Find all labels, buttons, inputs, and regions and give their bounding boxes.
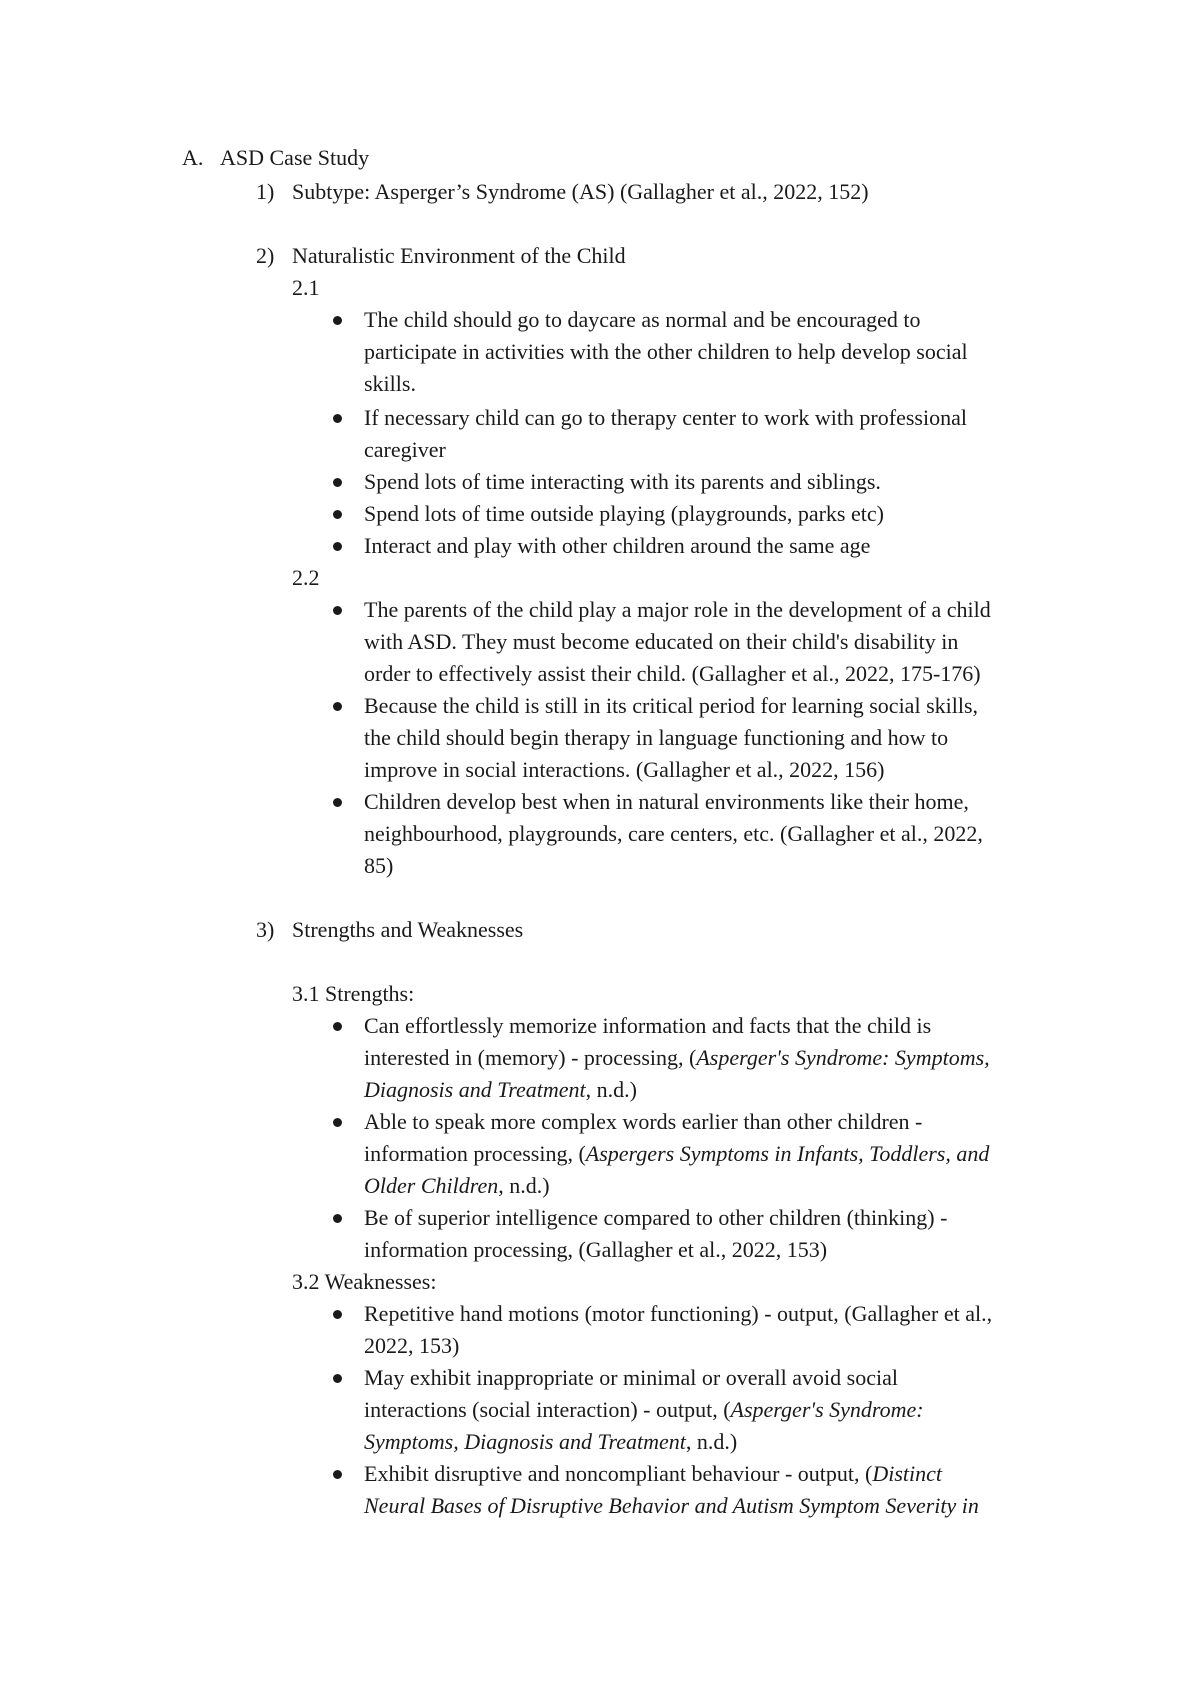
list-item-line: participate in activities with the other children to help develop social	[364, 339, 968, 364]
list-item-line: Children develop best when in natural environments like their home,	[364, 789, 969, 814]
bullet-icon	[333, 316, 342, 325]
list-item-text: interested in (memory) - processing, (	[364, 1045, 697, 1070]
list-item-line: information processing, (Gallagher et al., 2022, 153)	[364, 1237, 828, 1262]
list-item-line: May exhibit inappropriate or minimal or overall avoid social	[364, 1365, 898, 1390]
list-item-line: Able to speak more complex words earlier than other children -	[364, 1109, 923, 1134]
section-marker: A.	[182, 145, 204, 170]
item-3-text: Strengths and Weaknesses	[292, 917, 524, 942]
item-3-marker: 3)	[256, 917, 275, 942]
list-item-line: 85)	[364, 853, 394, 878]
bullet-icon	[333, 1470, 342, 1479]
item-2-marker: 2)	[256, 243, 275, 268]
list-item-line: caregiver	[364, 437, 446, 462]
citation-title: Symptoms, Diagnosis and Treatment	[364, 1429, 686, 1454]
citation-title: Asperger's Syndrome:	[730, 1397, 924, 1422]
bullet-icon	[333, 542, 342, 551]
list-item-text: , n.d.)	[585, 1077, 637, 1102]
subsection-2-1-label: 2.1	[292, 275, 320, 300]
list-item-line: Because the child is still in its critical period for learning social skills,	[364, 693, 979, 718]
list-item-text: , n.d.)	[498, 1173, 550, 1198]
weaknesses-label: 3.2 Weaknesses:	[292, 1269, 437, 1294]
list-item-line: improve in social interactions. (Gallagher et al., 2022, 156)	[364, 757, 885, 782]
list-item-line: Can effortlessly memorize information and facts that the child is	[364, 1013, 932, 1038]
bullet-icon	[333, 414, 342, 423]
bullet-icon	[333, 606, 342, 615]
list-item-text: information processing, (	[364, 1141, 586, 1166]
bullet-icon	[333, 478, 342, 487]
list-item-line: 2022, 153)	[364, 1333, 460, 1358]
bullet-icon	[333, 510, 342, 519]
list-item-line: neighbourhood, playgrounds, care centers, etc. (Gallagher et al., 2022,	[364, 821, 983, 846]
item-2-text: Naturalistic Environment of the Child	[292, 243, 626, 268]
list-item-line	[364, 1170, 550, 1202]
bullet-icon	[333, 702, 342, 711]
list-item-line: Be of superior intelligence compared to other children (thinking) -	[364, 1205, 948, 1230]
item-1-marker: 1)	[256, 179, 275, 204]
bullet-icon	[333, 1118, 342, 1127]
list-item-line: the child should begin therapy in language functioning and how to	[364, 725, 949, 750]
list-item-line: Spend lots of time outside playing (playgrounds, parks etc)	[364, 501, 884, 526]
bullet-icon	[333, 798, 342, 807]
citation-title: Asperger's Syndrome: Symptoms,	[696, 1045, 990, 1070]
list-item-line: Interact and play with other children around the same age	[364, 533, 871, 558]
bullet-icon	[333, 1374, 342, 1383]
list-item-line: order to effectively assist their child. (Gallagher et al., 2022, 175-176)	[364, 661, 981, 686]
list-item-line	[364, 1074, 637, 1106]
list-item-line	[364, 1138, 989, 1170]
list-item-line	[364, 1490, 979, 1522]
list-item-line: skills.	[364, 371, 416, 396]
list-item-line: The parents of the child play a major role in the development of a child	[364, 597, 991, 622]
list-item-line: Repetitive hand motions (motor functioning) - output, (Gallagher et al.,	[364, 1301, 993, 1326]
item-1-text: Subtype: Asperger’s Syndrome (AS) (Gallagher et al., 2022, 152)	[292, 179, 869, 204]
list-item-line: with ASD. They must become educated on their child's disability in	[364, 629, 959, 654]
citation-title: Distinct	[872, 1461, 943, 1486]
list-item-text: interactions (social interaction) - output, (	[364, 1397, 731, 1422]
list-item-line	[364, 1394, 924, 1426]
list-item-line: The child should go to daycare as normal and be encouraged to	[364, 307, 921, 332]
bullet-icon	[333, 1022, 342, 1031]
list-item-line: Spend lots of time interacting with its parents and siblings.	[364, 469, 881, 494]
list-item-text: Exhibit disruptive and noncompliant behaviour - output, (	[364, 1461, 873, 1486]
section-title: ASD Case Study	[220, 145, 370, 170]
list-item-line	[364, 1458, 942, 1490]
list-item-text: , n.d.)	[685, 1429, 738, 1454]
citation-title: Diagnosis and Treatment	[364, 1077, 586, 1102]
list-item-line: If necessary child can go to therapy center to work with professional	[364, 405, 967, 430]
citation-title: Older Children	[364, 1173, 499, 1198]
list-item-line	[364, 1426, 737, 1458]
citation-title: Neural Bases of Disruptive Behavior and Autism Symptom Severity in	[364, 1493, 979, 1518]
bullet-icon	[333, 1214, 342, 1223]
list-item-line	[364, 1042, 990, 1074]
citation-title: Aspergers Symptoms in Infants, Toddlers, and	[585, 1141, 990, 1166]
subsection-2-2-label: 2.2	[292, 565, 320, 590]
strengths-label: 3.1 Strengths:	[292, 981, 415, 1006]
bullet-icon	[333, 1310, 342, 1319]
